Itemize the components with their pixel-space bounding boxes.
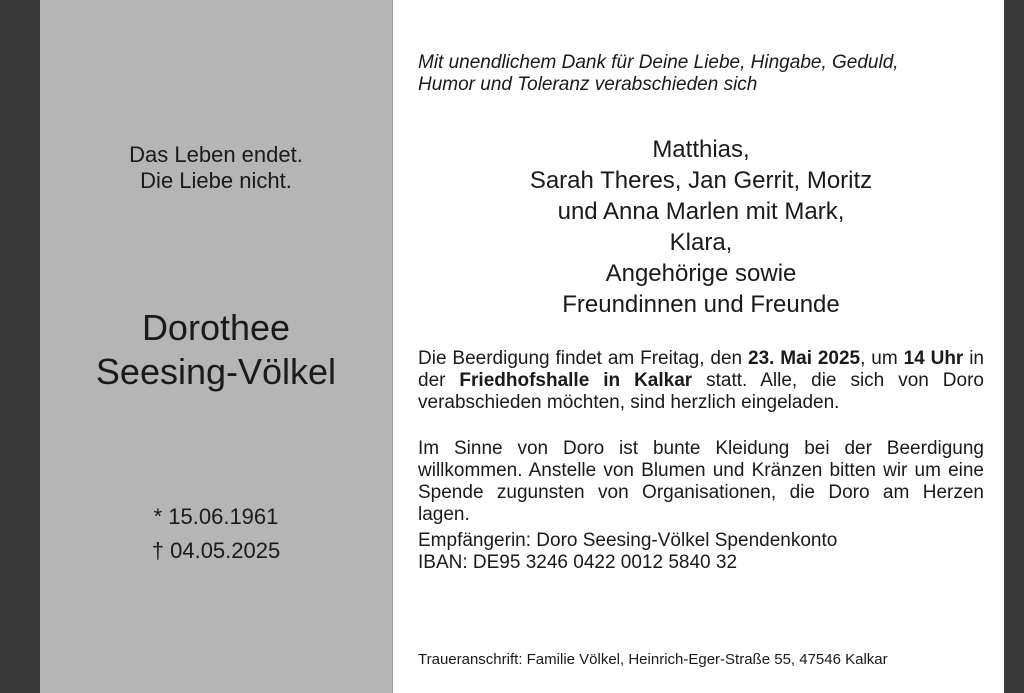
donation-recipient: Empfängerin: Doro Seesing-Völkel Spendenkonto (418, 530, 838, 551)
motto (40, 142, 392, 194)
mourning-address: Traueranschrift: Familie Völkel, Heinrich-Eger-Straße 55, 47546 Kalkar (418, 651, 888, 668)
funeral-info (418, 348, 984, 414)
mourner-line: Freundinnen und Freunde (562, 291, 840, 318)
funeral-date: 23. Mai 2025 (748, 348, 861, 369)
funeral-text: statt. Alle, die sich von Doro verabschieden möchten, sind herzlich eingeladen. (418, 370, 984, 413)
intro-line-1: Mit unendlichem Dank für Deine Liebe, Hingabe, Geduld, (418, 52, 899, 73)
mourner-line: Matthias, (652, 136, 750, 163)
death-date: † 04.05.2025 (151, 538, 281, 563)
funeral-text: Die Beerdigung findet am Freitag, den (418, 348, 748, 369)
first-name: Dorothee (141, 307, 291, 348)
donation-iban: IBAN: DE95 3246 0422 0012 5840 32 (418, 552, 738, 573)
dress-and-donation-text: Im Sinne von Doro ist bunte Kleidung bei der Beerdigung willkommen. Anstelle von Blumen und Kränzen bitten wir um eine Spende zugunsten von Organisationen, die Doro am Herzen lagen. (418, 438, 984, 525)
intro-text (418, 52, 984, 96)
motto-line-1: Das Leben endet. (129, 142, 303, 167)
right-panel (418, 52, 984, 574)
funeral-time: 14 Uhr (903, 348, 964, 369)
mourner-line: Angehörige sowie (605, 260, 797, 287)
mourner-line: Sarah Theres, Jan Gerrit, Moritz (529, 167, 873, 194)
life-dates (40, 500, 392, 568)
mourner-line: Klara, (669, 229, 733, 256)
funeral-text: , um (860, 348, 904, 369)
screen-frame-right (1004, 0, 1024, 693)
obituary-notice (40, 0, 1004, 693)
last-name: Seesing-Völkel (95, 351, 337, 392)
mourners-list (418, 134, 984, 320)
intro-line-2: Humor und Toleranz verabschieden sich (418, 74, 758, 95)
birth-date: * 15.06.1961 (153, 504, 279, 529)
funeral-text: in der (418, 348, 985, 391)
left-panel (40, 0, 392, 693)
funeral-place: Friedhofshalle in Kalkar (459, 370, 693, 391)
screen-frame-left (0, 0, 40, 693)
mourner-line: und Anna Marlen mit Mark, (557, 198, 845, 225)
panel-divider (392, 0, 393, 693)
deceased-name (40, 306, 392, 394)
motto-line-2: Die Liebe nicht. (140, 168, 292, 193)
